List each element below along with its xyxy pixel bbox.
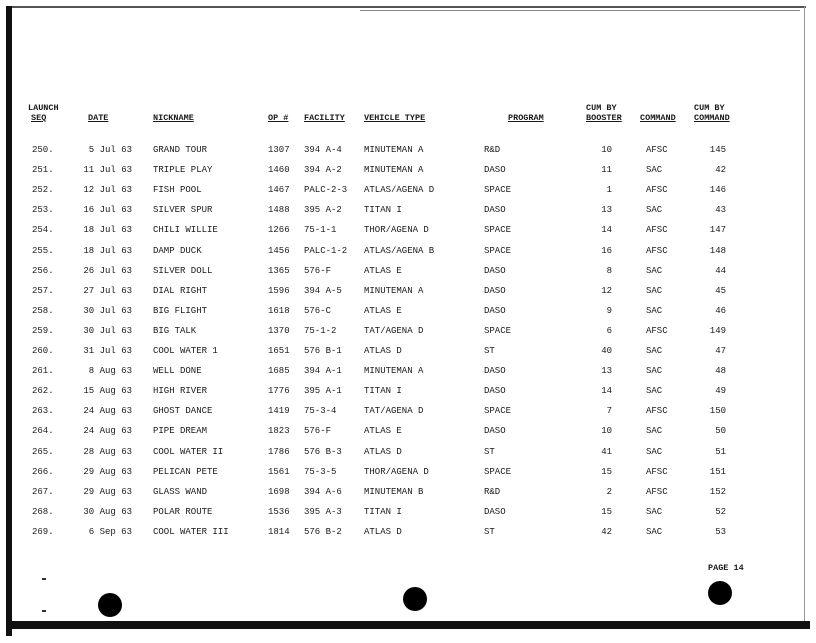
facility-cell: PALC-2-3 [304, 185, 348, 196]
cum-booster-cell: 16 [601, 245, 612, 256]
date-cell: 26 Jul 63 [83, 265, 132, 276]
date-cell: 18 Jul 63 [83, 225, 132, 236]
nickname-cell: PIPE DREAM [153, 426, 208, 437]
command-cell: SAC [646, 205, 663, 216]
scan-mark [42, 578, 46, 580]
cum-booster-cell: 12 [601, 285, 612, 296]
nickname-cell: COOL WATER II [153, 446, 224, 457]
facility-cell: 576 B-2 [304, 526, 342, 537]
table-row [0, 507, 816, 521]
facility-cell: 394 A-5 [304, 285, 342, 296]
nickname-cell: BIG TALK [153, 325, 197, 336]
cum-command-cell: 148 [709, 245, 726, 256]
op-cell: 1823 [268, 426, 290, 437]
op-cell: 1561 [268, 466, 290, 477]
table-row [0, 406, 816, 420]
program-cell: SPACE [484, 325, 512, 336]
launch-seq-cell: 251. [32, 165, 54, 176]
cum-booster-cell: 8 [606, 265, 612, 276]
vehicle-type-cell: TITAN I [364, 386, 402, 397]
launch-seq-cell: 250. [32, 145, 54, 155]
launch-seq-cell: 260. [32, 346, 54, 356]
facility-cell: 576 B-1 [304, 346, 342, 356]
cum-booster-cell: 41 [601, 446, 612, 457]
vehicle-type-cell: MINUTEMAN A [364, 145, 424, 155]
header-facility: FACILITY [304, 113, 345, 123]
nickname-cell: BIG FLIGHT [153, 305, 208, 316]
date-cell: 28 Aug 63 [83, 446, 132, 457]
op-cell: 1698 [268, 486, 290, 497]
program-cell: R&D [484, 486, 501, 497]
cum-command-cell: 44 [715, 265, 726, 276]
program-cell: DASO [484, 285, 506, 296]
command-cell: SAC [646, 446, 663, 457]
launch-seq-cell: 252. [32, 185, 54, 196]
date-cell: 30 Jul 63 [83, 325, 132, 336]
nickname-cell: TRIPLE PLAY [153, 165, 213, 176]
facility-cell: 394 A-6 [304, 486, 342, 497]
command-cell: SAC [646, 386, 663, 397]
program-cell: ST [484, 526, 495, 537]
cum-booster-cell: 15 [601, 466, 612, 477]
nickname-cell: HIGH RIVER [153, 386, 208, 397]
nickname-cell: PELICAN PETE [153, 466, 218, 477]
vehicle-type-cell: ATLAS/AGENA D [364, 185, 435, 196]
vehicle-type-cell: ATLAS D [364, 446, 402, 457]
nickname-cell: SILVER DOLL [153, 265, 213, 276]
nickname-cell: GLASS WAND [153, 486, 208, 497]
program-cell: SPACE [484, 406, 512, 417]
op-cell: 1488 [268, 205, 290, 216]
program-cell: ST [484, 446, 495, 457]
vehicle-type-cell: MINUTEMAN A [364, 165, 424, 176]
command-cell: AFSC [646, 145, 668, 155]
scan-border-top [6, 6, 806, 8]
launch-seq-cell: 255. [32, 245, 54, 256]
facility-cell: 576 B-3 [304, 446, 342, 457]
table-row [0, 326, 816, 340]
op-cell: 1365 [268, 265, 290, 276]
op-cell: 1536 [268, 506, 290, 517]
launch-seq-cell: 256. [32, 265, 54, 276]
date-cell: 5 Jul 63 [88, 145, 132, 155]
table-row [0, 306, 816, 320]
op-cell: 1786 [268, 446, 290, 457]
program-cell: SPACE [484, 185, 512, 196]
header-nickname: NICKNAME [153, 113, 194, 123]
table-row [0, 266, 816, 280]
table-row [0, 487, 816, 501]
cum-booster-cell: 1 [606, 185, 612, 196]
facility-cell: 395 A-1 [304, 386, 342, 397]
facility-cell: 394 A-1 [304, 366, 342, 377]
nickname-cell: CHILI WILLIE [153, 225, 218, 236]
launch-seq-cell: 259. [32, 325, 54, 336]
program-cell: DASO [484, 205, 506, 216]
command-cell: SAC [646, 265, 663, 276]
date-cell: 6 Sep 63 [88, 526, 132, 537]
command-cell: AFSC [646, 185, 668, 196]
launch-seq-cell: 269. [32, 526, 54, 537]
cum-command-cell: 52 [715, 506, 726, 517]
cum-booster-cell: 11 [601, 165, 612, 176]
vehicle-type-cell: TITAN I [364, 506, 402, 517]
vehicle-type-cell: MINUTEMAN B [364, 486, 424, 497]
cum-booster-cell: 10 [601, 145, 612, 155]
nickname-cell: POLAR ROUTE [153, 506, 213, 517]
nickname-cell: DAMP DUCK [153, 245, 202, 256]
nickname-cell: GRAND TOUR [153, 145, 208, 155]
scan-border-line [360, 10, 800, 11]
op-cell: 1307 [268, 145, 290, 155]
facility-cell: 75-1-2 [304, 325, 337, 336]
table-row [0, 366, 816, 380]
cum-command-cell: 45 [715, 285, 726, 296]
header-program: PROGRAM [508, 113, 544, 123]
scan-border-left [6, 6, 12, 636]
cum-command-cell: 149 [709, 325, 726, 336]
facility-cell: 576-C [304, 305, 332, 316]
nickname-cell: WELL DONE [153, 366, 202, 377]
date-cell: 16 Jul 63 [83, 205, 132, 216]
command-cell: AFSC [646, 245, 668, 256]
command-cell: AFSC [646, 466, 668, 477]
table-row [0, 185, 816, 199]
header-vehicle-type: VEHICLE TYPE [364, 113, 426, 123]
facility-cell: 395 A-2 [304, 205, 342, 216]
date-cell: 30 Jul 63 [83, 305, 132, 316]
table-row [0, 527, 816, 541]
vehicle-type-cell: MINUTEMAN A [364, 285, 424, 296]
program-cell: DASO [484, 506, 506, 517]
date-cell: 27 Jul 63 [83, 285, 132, 296]
date-cell: 29 Aug 63 [83, 486, 132, 497]
cum-booster-cell: 9 [606, 305, 612, 316]
program-cell: SPACE [484, 245, 512, 256]
header-date: DATE [88, 113, 109, 123]
date-cell: 11 Jul 63 [83, 165, 132, 176]
punch-hole [708, 581, 732, 605]
program-cell: SPACE [484, 225, 512, 236]
page-number: PAGE 14 [708, 563, 744, 573]
date-cell: 24 Aug 63 [83, 406, 132, 417]
cum-booster-cell: 10 [601, 426, 612, 437]
header-op: OP # [268, 113, 289, 123]
command-cell: AFSC [646, 225, 668, 236]
op-cell: 1460 [268, 165, 290, 176]
cum-command-cell: 145 [709, 145, 726, 155]
cum-command-cell: 47 [715, 346, 726, 356]
cum-command-cell: 48 [715, 366, 726, 377]
cum-booster-cell: 7 [606, 406, 612, 417]
date-cell: 31 Jul 63 [83, 346, 132, 356]
header-cum-booster: CUM BY BOOSTER [586, 103, 622, 123]
command-cell: SAC [646, 305, 663, 316]
launch-seq-cell: 262. [32, 386, 54, 397]
program-cell: DASO [484, 386, 506, 397]
launch-seq-cell: 253. [32, 205, 54, 216]
command-cell: SAC [646, 165, 663, 176]
launch-seq-cell: 263. [32, 406, 54, 417]
facility-cell: 75-3-4 [304, 406, 337, 417]
cum-command-cell: 51 [715, 446, 726, 457]
command-cell: AFSC [646, 406, 668, 417]
op-cell: 1776 [268, 386, 290, 397]
facility-cell: 75-1-1 [304, 225, 337, 236]
cum-command-cell: 147 [709, 225, 726, 236]
op-cell: 1467 [268, 185, 290, 196]
program-cell: DASO [484, 305, 506, 316]
header-launch-seq: LAUNCH SEQ [28, 103, 59, 123]
table-row [0, 225, 816, 239]
cum-command-cell: 46 [715, 305, 726, 316]
cum-booster-cell: 42 [601, 526, 612, 537]
date-cell: 30 Aug 63 [83, 506, 132, 517]
nickname-cell: COOL WATER 1 [153, 346, 218, 356]
command-cell: SAC [646, 506, 663, 517]
op-cell: 1651 [268, 346, 290, 356]
vehicle-type-cell: ATLAS D [364, 346, 402, 356]
cum-booster-cell: 13 [601, 205, 612, 216]
program-cell: DASO [484, 165, 506, 176]
command-cell: SAC [646, 366, 663, 377]
program-cell: DASO [484, 426, 506, 437]
cum-booster-cell: 13 [601, 366, 612, 377]
table-row [0, 145, 816, 159]
cum-command-cell: 150 [709, 406, 726, 417]
cum-command-cell: 152 [709, 486, 726, 497]
vehicle-type-cell: THOR/AGENA D [364, 225, 429, 236]
launch-seq-cell: 266. [32, 466, 54, 477]
facility-cell: 395 A-3 [304, 506, 342, 517]
vehicle-type-cell: TAT/AGENA D [364, 325, 424, 336]
op-cell: 1419 [268, 406, 290, 417]
table-row [0, 165, 816, 179]
vehicle-type-cell: ATLAS E [364, 305, 402, 316]
vehicle-type-cell: ATLAS E [364, 265, 402, 276]
command-cell: SAC [646, 426, 663, 437]
op-cell: 1685 [268, 366, 290, 377]
vehicle-type-cell: MINUTEMAN A [364, 366, 424, 377]
cum-command-cell: 42 [715, 165, 726, 176]
launch-seq-cell: 265. [32, 446, 54, 457]
op-cell: 1456 [268, 245, 290, 256]
punch-hole [403, 587, 427, 611]
table-row [0, 205, 816, 219]
program-cell: DASO [484, 366, 506, 377]
cum-command-cell: 43 [715, 205, 726, 216]
op-cell: 1266 [268, 225, 290, 236]
vehicle-type-cell: THOR/AGENA D [364, 466, 429, 477]
nickname-cell: DIAL RIGHT [153, 285, 208, 296]
date-cell: 12 Jul 63 [83, 185, 132, 196]
vehicle-type-cell: ATLAS E [364, 426, 402, 437]
cum-booster-cell: 15 [601, 506, 612, 517]
command-cell: SAC [646, 346, 663, 356]
launch-seq-cell: 257. [32, 285, 54, 296]
op-cell: 1370 [268, 325, 290, 336]
vehicle-type-cell: ATLAS/AGENA B [364, 245, 435, 256]
command-cell: AFSC [646, 486, 668, 497]
launch-seq-cell: 264. [32, 426, 54, 437]
op-cell: 1618 [268, 305, 290, 316]
launch-seq-cell: 258. [32, 305, 54, 316]
program-cell: R&D [484, 145, 501, 155]
date-cell: 18 Jul 63 [83, 245, 132, 256]
header-command: COMMAND [640, 113, 676, 123]
cum-booster-cell: 40 [601, 346, 612, 356]
date-cell: 24 Aug 63 [83, 426, 132, 437]
table-row [0, 447, 816, 461]
facility-cell: 576-F [304, 265, 332, 276]
cum-booster-cell: 6 [606, 325, 612, 336]
header-cum-command: CUM BY COMMAND [694, 103, 730, 123]
cum-booster-cell: 14 [601, 386, 612, 397]
cum-booster-cell: 2 [606, 486, 612, 497]
vehicle-type-cell: ATLAS D [364, 526, 402, 537]
command-cell: SAC [646, 285, 663, 296]
command-cell: SAC [646, 526, 663, 537]
command-cell: AFSC [646, 325, 668, 336]
facility-cell: 576-F [304, 426, 332, 437]
vehicle-type-cell: TAT/AGENA D [364, 406, 424, 417]
nickname-cell: COOL WATER III [153, 526, 229, 537]
date-cell: 8 Aug 63 [88, 366, 132, 377]
launch-seq-cell: 254. [32, 225, 54, 236]
table-row [0, 467, 816, 481]
table-row [0, 426, 816, 440]
punch-hole [98, 593, 122, 617]
scan-mark [42, 610, 46, 612]
program-cell: SPACE [484, 466, 512, 477]
cum-command-cell: 50 [715, 426, 726, 437]
scan-border-bottom [6, 621, 810, 629]
cum-command-cell: 151 [709, 466, 726, 477]
vehicle-type-cell: TITAN I [364, 205, 402, 216]
table-row [0, 386, 816, 400]
launch-seq-cell: 261. [32, 366, 54, 377]
table-row [0, 246, 816, 260]
program-cell: DASO [484, 265, 506, 276]
launch-seq-cell: 268. [32, 506, 54, 517]
op-cell: 1814 [268, 526, 290, 537]
nickname-cell: GHOST DANCE [153, 406, 213, 417]
facility-cell: 394 A-2 [304, 165, 342, 176]
table-row [0, 346, 816, 360]
launch-seq-cell: 267. [32, 486, 54, 497]
facility-cell: PALC-1-2 [304, 245, 348, 256]
table-row [0, 286, 816, 300]
cum-command-cell: 53 [715, 526, 726, 537]
facility-cell: 394 A-4 [304, 145, 342, 155]
date-cell: 15 Aug 63 [83, 386, 132, 397]
facility-cell: 75-3-5 [304, 466, 337, 477]
cum-command-cell: 146 [709, 185, 726, 196]
cum-booster-cell: 14 [601, 225, 612, 236]
op-cell: 1596 [268, 285, 290, 296]
program-cell: ST [484, 346, 495, 356]
date-cell: 29 Aug 63 [83, 466, 132, 477]
cum-command-cell: 49 [715, 386, 726, 397]
nickname-cell: SILVER SPUR [153, 205, 213, 216]
nickname-cell: FISH POOL [153, 185, 202, 196]
